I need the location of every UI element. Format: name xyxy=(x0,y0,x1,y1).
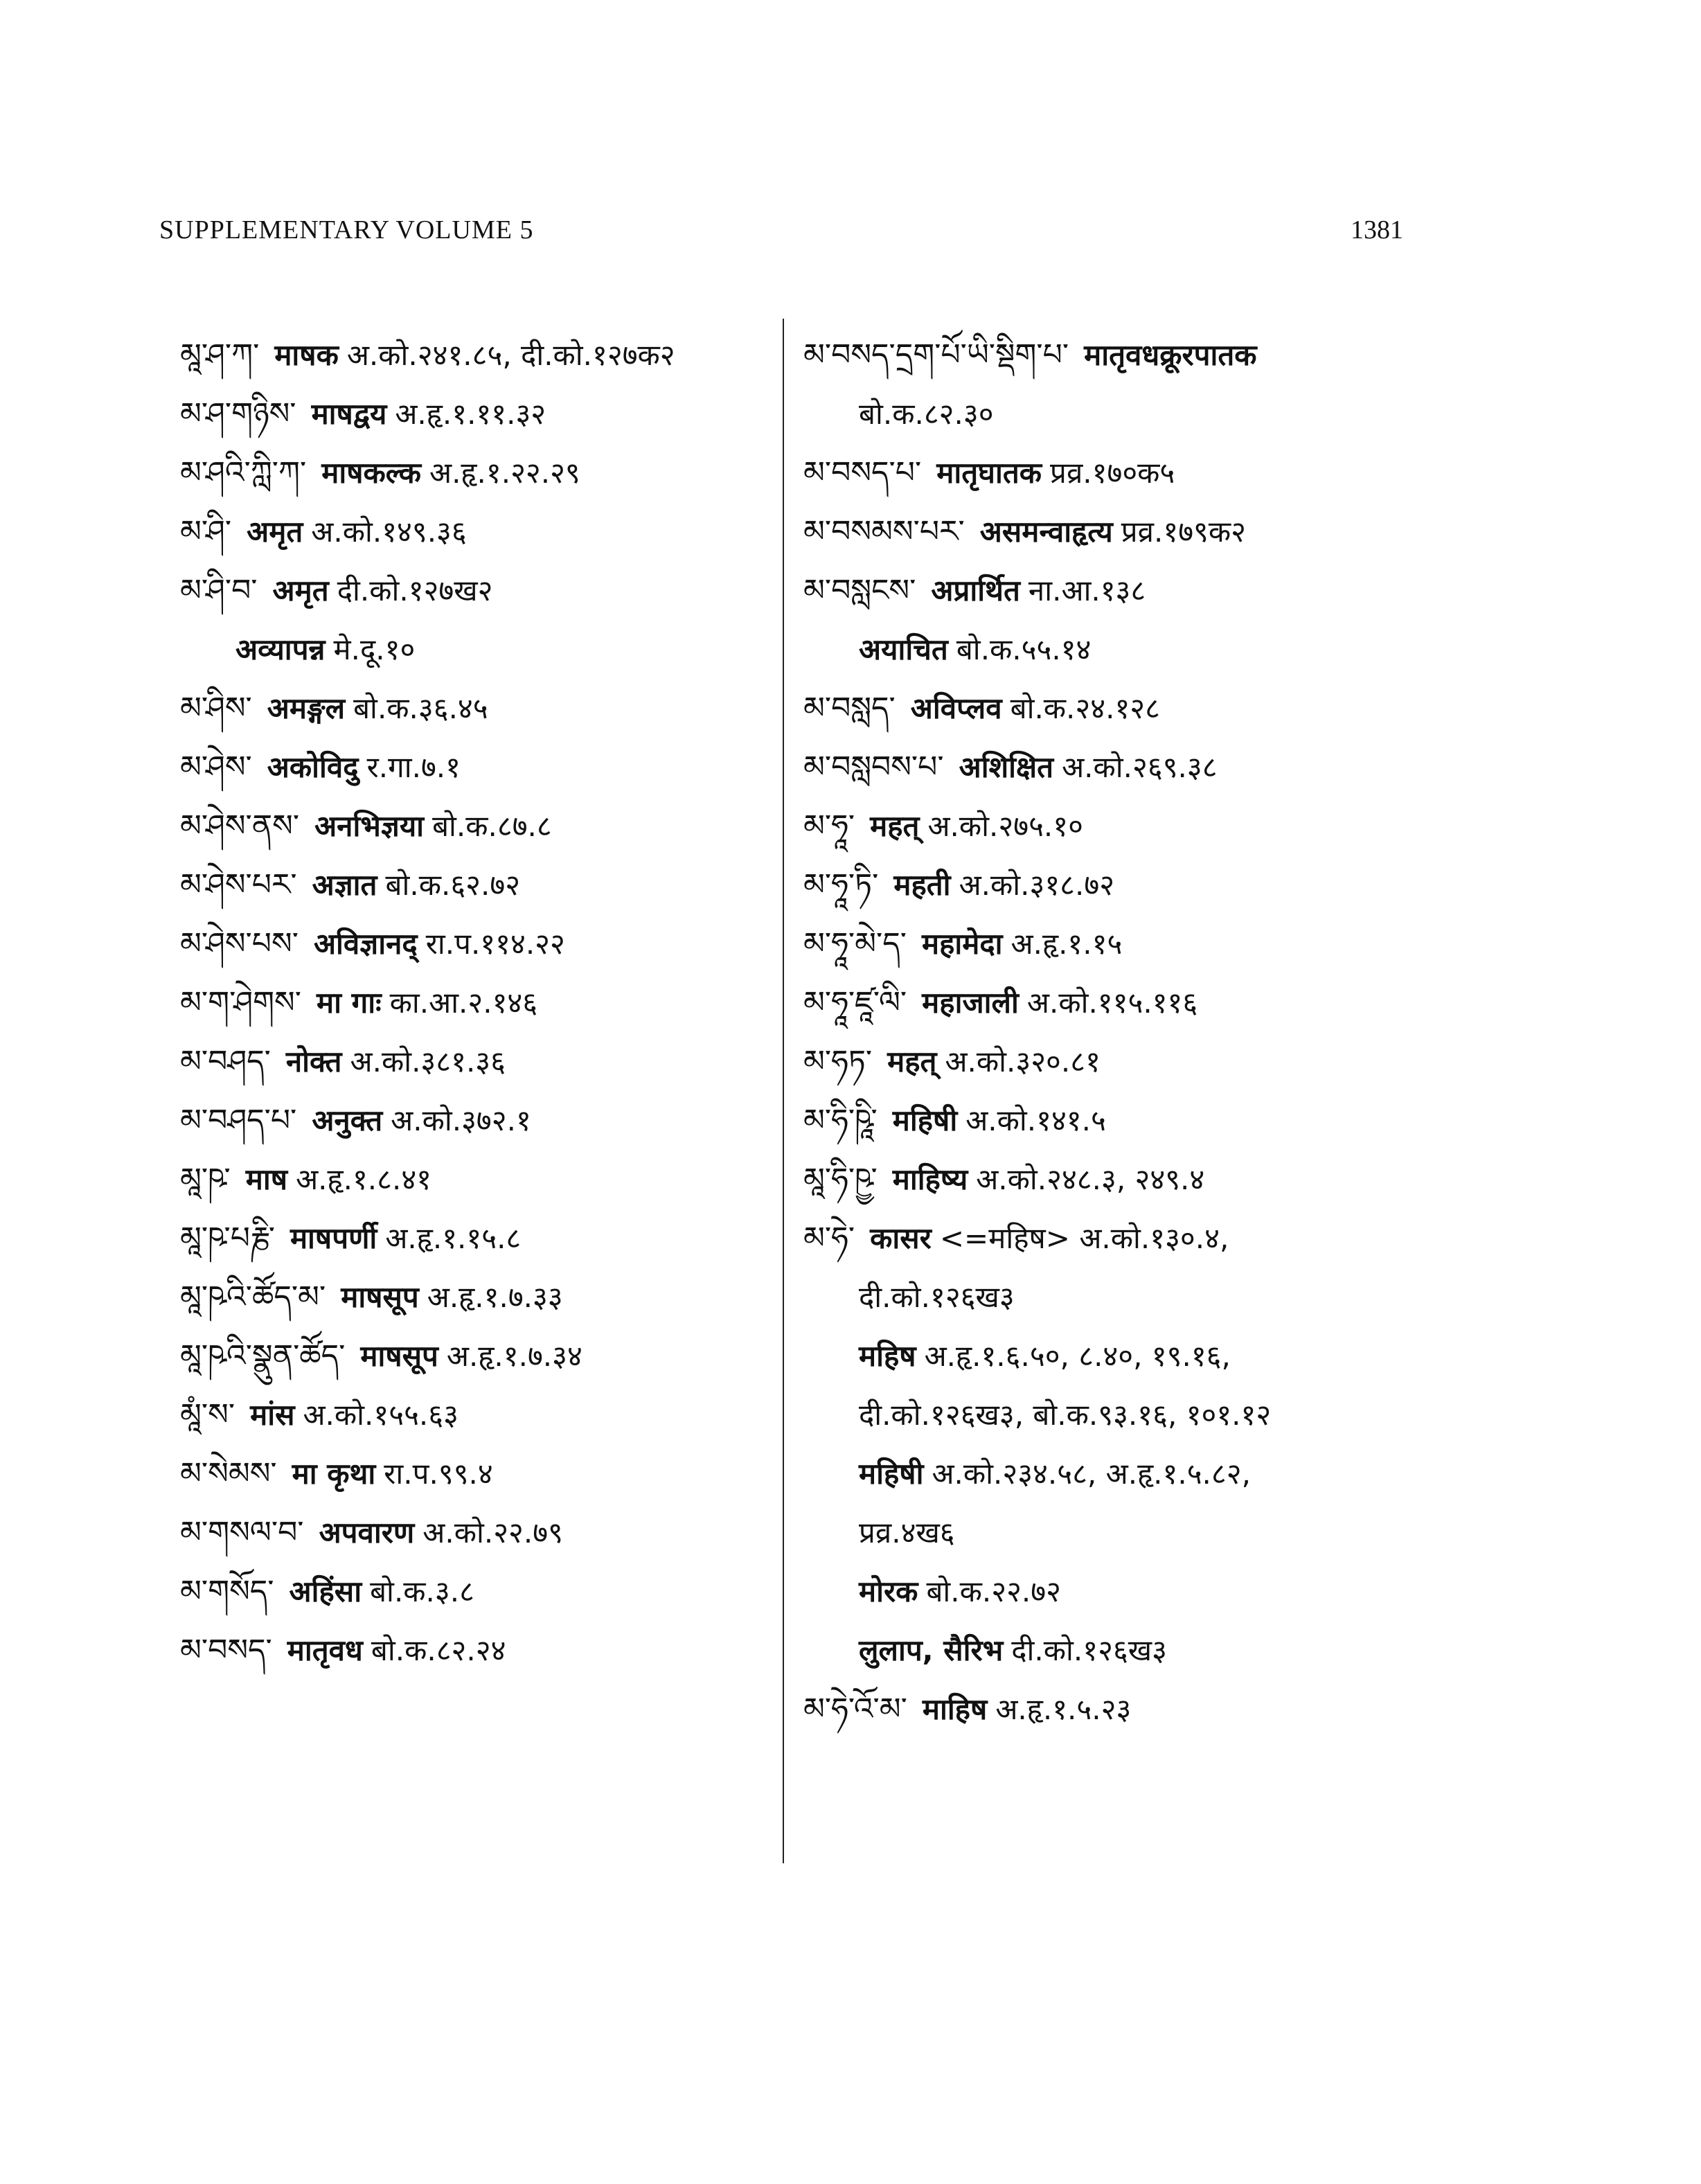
source-reference: अ.हृ.१.६.५०, ८.४०, १९.१६, xyxy=(924,1339,1231,1373)
dictionary-entry xyxy=(180,914,776,973)
dictionary-entry xyxy=(180,1209,776,1268)
source-reference: अ.को.३१८.७२ xyxy=(959,868,1115,902)
dictionary-entry xyxy=(180,1326,776,1385)
dictionary-entry xyxy=(803,561,1427,620)
sanskrit-equivalent: मातृवध xyxy=(287,1633,363,1667)
source-reference: बो.क.८२.२४ xyxy=(371,1633,506,1667)
tibetan-headword: མཱ་ཥ་ xyxy=(180,1162,231,1197)
sanskrit-equivalent: अहिंसा xyxy=(289,1574,362,1608)
sanskrit-equivalent: अनुक्त xyxy=(312,1103,383,1137)
sanskrit-equivalent: महिष xyxy=(859,1339,916,1373)
dictionary-entry-continuation xyxy=(803,620,1427,679)
dictionary-entry-continuation xyxy=(180,620,776,679)
tibetan-headword: མ་ཧེ་འོ་མ་ xyxy=(803,1692,907,1727)
dictionary-entry xyxy=(180,1562,776,1621)
dictionary-entry-continuation xyxy=(803,384,1427,443)
dictionary-entry xyxy=(180,384,776,443)
source-reference: प्रव्र.१७०क५ xyxy=(1050,456,1175,490)
sanskrit-equivalent: मा गाः xyxy=(317,986,382,1020)
source-reference: अ.हृ.१.१५ xyxy=(1010,927,1123,961)
dictionary-entry xyxy=(803,738,1427,797)
tibetan-headword: མ་ཧཱ་ xyxy=(803,808,855,844)
source-reference: अ.हृ.१.१५.८ xyxy=(385,1221,522,1255)
sanskrit-equivalent: मातृवधक्रूरपातक xyxy=(1084,338,1257,372)
dictionary-entry xyxy=(803,914,1427,973)
tibetan-headword: མ་བསླད་ xyxy=(803,691,896,726)
tibetan-headword: མ་ཤེས་པས་ xyxy=(180,926,299,961)
source-reference: अ.को.२७५.१० xyxy=(927,809,1083,843)
source-reference: बो.क.६२.७२ xyxy=(385,868,521,902)
source-reference: दी.को.१२६ख३ xyxy=(859,1280,1015,1314)
page-header xyxy=(159,215,1403,256)
dictionary-entry xyxy=(180,679,776,738)
tibetan-headword: མ་ཧི་ཥཱི་ xyxy=(803,1103,878,1138)
source-reference: अ.को.२२.७९ xyxy=(422,1516,563,1550)
sanskrit-equivalent: महामेदा xyxy=(921,927,1003,961)
sanskrit-equivalent: माष xyxy=(245,1162,288,1196)
source-reference: रा.प.९९.४ xyxy=(384,1457,493,1491)
source-reference: दी.को.१२६ख३, बो.क.९३.१६, १०१.१२ xyxy=(859,1398,1272,1432)
sanskrit-equivalent: मोरक xyxy=(859,1574,918,1608)
dictionary-entry xyxy=(803,1680,1427,1739)
tibetan-headword: མ་གསལ་བ་ xyxy=(180,1515,304,1550)
sanskrit-equivalent: महिषी xyxy=(892,1103,958,1137)
sanskrit-equivalent: असमन्वाहृत्य xyxy=(979,515,1113,549)
dictionary-entry xyxy=(803,443,1427,502)
sanskrit-equivalent: माषसूप xyxy=(341,1280,419,1314)
tibetan-headword: མཱ་ཧི་ཥྱ་ xyxy=(803,1162,878,1197)
source-reference: बो.क.८७.८ xyxy=(432,809,552,843)
source-reference: अ.हृ.१.११.३२ xyxy=(395,397,546,431)
dictionary-entry-continuation xyxy=(803,1562,1427,1621)
source-reference: अ.हृ.१.५.२३ xyxy=(995,1692,1132,1726)
sanskrit-equivalent: मांस xyxy=(250,1398,295,1432)
sanskrit-equivalent: अमृत xyxy=(247,515,303,549)
source-reference: दी.को.१२६ख३ xyxy=(1011,1633,1167,1667)
source-reference: अ.को.२४८.३, २४९.४ xyxy=(976,1162,1205,1196)
dictionary-entry xyxy=(180,1503,776,1562)
tibetan-headword: མ་ཤིས་ xyxy=(180,691,252,726)
running-title: SUPPLEMENTARY VOLUME 5 xyxy=(159,215,534,245)
sanskrit-equivalent: अज्ञात xyxy=(312,868,377,902)
sanskrit-equivalent: अविज्ञानद् xyxy=(313,927,418,961)
sanskrit-equivalent: अविप्लव xyxy=(910,691,1002,725)
sanskrit-equivalent: अमृत xyxy=(272,574,329,607)
tibetan-headword: མ་ག་ཤེགས་ xyxy=(180,985,301,1020)
tibetan-headword: མཱ་ཤ་ཀ་ xyxy=(180,337,260,373)
sanskrit-equivalent: अमङ्गल xyxy=(267,691,346,725)
tibetan-headword: མཱ་ཥའི་སྣུན་ཚོད་ xyxy=(180,1338,346,1374)
tibetan-headword: མ་ཧཱ་ཛཱ་ལི་ xyxy=(803,985,907,1020)
source-reference: बो.क.५५.१४ xyxy=(956,632,1092,666)
sanskrit-equivalent: अनभिज्ञया xyxy=(314,809,425,843)
source-reference: अ.को.२३४.५८, अ.हृ.१.५.८२, xyxy=(932,1457,1251,1491)
sanskrit-equivalent: महत् xyxy=(887,1045,937,1078)
dictionary-entry xyxy=(180,973,776,1032)
dictionary-entry xyxy=(180,797,776,855)
page-number: 1381 xyxy=(1351,215,1403,245)
sanskrit-equivalent: अशिक्षित xyxy=(959,750,1054,784)
tibetan-headword: མ་ཤེས་ནས་ xyxy=(180,808,300,844)
sanskrit-equivalent: माषपर्णी xyxy=(290,1221,377,1255)
tibetan-headword: མ་བསླངས་ xyxy=(803,573,916,608)
dictionary-entry xyxy=(803,1209,1427,1268)
source-reference: अ.को.३८१.३६ xyxy=(350,1045,506,1078)
tibetan-headword: མ་བསད་དྲག་པོ་ཡི་སྡིག་པ་ xyxy=(803,337,1069,373)
sanskrit-equivalent: महती xyxy=(893,868,951,902)
dictionary-entry xyxy=(803,797,1427,855)
sanskrit-equivalent: कासर xyxy=(870,1221,932,1255)
dictionary-entry xyxy=(180,1032,776,1091)
source-reference: र.गा.७.१ xyxy=(366,750,461,784)
dictionary-entry xyxy=(803,973,1427,1032)
dictionary-entry-continuation xyxy=(803,1444,1427,1503)
tibetan-headword: མ་ཧཱ་ཏི་ xyxy=(803,867,879,903)
source-reference: अ.को.२४१.८५, दी.को.१२७क२ xyxy=(346,338,675,372)
tibetan-headword: མ་བཤད་པ་ xyxy=(180,1103,297,1138)
tibetan-headword: མ་བསླབས་པ་ xyxy=(803,749,944,785)
left-column xyxy=(180,326,776,1680)
source-reference: अ.हृ.१.२२.२९ xyxy=(429,456,580,490)
source-reference: बो.क.३.८ xyxy=(370,1574,474,1608)
sanskrit-equivalent: माषक xyxy=(274,338,339,372)
tibetan-headword: མ་བསད་ xyxy=(180,1633,272,1668)
dictionary-entry xyxy=(180,1150,776,1209)
dictionary-entry xyxy=(803,502,1427,561)
source-reference: अ.हृ.१.७.३४ xyxy=(446,1339,582,1373)
dictionary-entry-continuation xyxy=(803,1268,1427,1326)
tibetan-headword: མ་ཧཱ་མེ་ད་ xyxy=(803,926,907,961)
sanskrit-equivalent: लुलाप, सैरिभ xyxy=(859,1633,1004,1667)
tibetan-headword: མ་ཤེས་པར་ xyxy=(180,867,297,903)
dictionary-entry xyxy=(180,1385,776,1444)
dictionary-entry xyxy=(180,502,776,561)
tibetan-headword: མ་ཤི་བ་ xyxy=(180,573,258,608)
sanskrit-equivalent: अपवारण xyxy=(319,1516,415,1550)
sanskrit-equivalent: अप्रार्थित xyxy=(931,574,1020,607)
tibetan-headword: མ་གསོད་ xyxy=(180,1574,274,1609)
source-reference: अ.हृ.१.८.४१ xyxy=(296,1162,432,1196)
tibetan-headword: མཱ་ཥ་པརྞི་ xyxy=(180,1220,275,1256)
source-reference: अ.को.११५.११६ xyxy=(1026,986,1198,1020)
dictionary-entry xyxy=(180,855,776,914)
sanskrit-equivalent: मा कृथा xyxy=(292,1457,376,1491)
tibetan-headword: མ་ཤའི་ཀླི་ཀ་ xyxy=(180,455,307,490)
tibetan-headword: མ་ཧེ་ xyxy=(803,1220,855,1256)
tibetan-headword: མ་ཧཏ་ xyxy=(803,1044,873,1079)
source-reference: ना.आ.१३८ xyxy=(1028,574,1146,607)
sanskrit-equivalent: महत् xyxy=(870,809,920,843)
column-divider xyxy=(783,319,784,1863)
dictionary-entry-continuation xyxy=(803,1326,1427,1385)
source-reference: अ.को.१४१.५ xyxy=(965,1103,1106,1137)
sanskrit-equivalent: माहिष xyxy=(922,1692,988,1726)
source-reference: बो.क.३६.४५ xyxy=(353,691,488,725)
dictionary-entry-continuation xyxy=(803,1503,1427,1562)
source-reference: बो.क.८२.३० xyxy=(859,397,994,431)
source-reference: दी.को.१२७ख२ xyxy=(337,574,493,607)
tibetan-headword: མ་ཤ་གཉིས་ xyxy=(180,396,296,432)
dictionary-entry xyxy=(803,1032,1427,1091)
sanskrit-equivalent: माषद्वय xyxy=(311,397,387,431)
source-reference: अ.हृ.१.७.३३ xyxy=(427,1280,563,1314)
sanskrit-equivalent: अकोविदु xyxy=(267,750,359,784)
dictionary-entry xyxy=(180,738,776,797)
dictionary-entry-continuation xyxy=(803,1621,1427,1680)
dictionary-entry xyxy=(180,443,776,502)
source-reference: बो.क.२४.१२८ xyxy=(1010,691,1160,725)
source-reference: <=महिष> अ.को.१३०.४, xyxy=(939,1221,1229,1255)
tibetan-headword: མ་སེམས་ xyxy=(180,1456,277,1491)
dictionary-entry xyxy=(180,1621,776,1680)
dictionary-entry xyxy=(180,1444,776,1503)
source-reference: प्रव्र.४ख६ xyxy=(859,1516,955,1550)
dictionary-entry xyxy=(180,1091,776,1150)
right-column xyxy=(803,326,1427,1739)
tibetan-headword: མཱཾ་ས་ xyxy=(180,1397,235,1432)
sanskrit-equivalent: माषसूप xyxy=(360,1339,438,1373)
dictionary-entry xyxy=(180,326,776,384)
sanskrit-equivalent: माषकल्क xyxy=(321,456,421,490)
dictionary-entry xyxy=(803,326,1427,384)
dictionary-entry xyxy=(803,679,1427,738)
source-reference: बो.क.२२.७२ xyxy=(926,1574,1061,1608)
source-reference: अ.को.३७२.१ xyxy=(391,1103,531,1137)
dictionary-entry xyxy=(803,1150,1427,1209)
tibetan-headword: མ་ཤི་ xyxy=(180,514,232,549)
dictionary-entry xyxy=(180,1268,776,1326)
dictionary-entry xyxy=(803,855,1427,914)
tibetan-headword: མ་བསད་པ་ xyxy=(803,455,922,490)
source-reference: रा.प.११४.२२ xyxy=(425,927,565,961)
source-reference: मे.दू.१० xyxy=(333,632,416,666)
sanskrit-equivalent: महिषी xyxy=(859,1457,924,1491)
dictionary-entry xyxy=(803,1091,1427,1150)
source-reference: अ.को.१५५.६३ xyxy=(303,1398,458,1432)
dictionary-entry-continuation xyxy=(803,1385,1427,1444)
sanskrit-equivalent: अयाचित xyxy=(859,632,948,666)
tibetan-headword: མཱ་ཥའི་ཚོད་མ་ xyxy=(180,1279,326,1315)
sanskrit-equivalent: मातृघातक xyxy=(936,456,1042,490)
tibetan-headword: མ་ཤེས་ xyxy=(180,749,252,785)
source-reference: अ.को.१४९.३६ xyxy=(311,515,467,549)
tibetan-headword: མ་བཤད་ xyxy=(180,1044,271,1079)
source-reference: अ.को.२६९.३८ xyxy=(1062,750,1218,784)
sanskrit-equivalent: नोक्त xyxy=(285,1045,342,1078)
source-reference: का.आ.२.१४६ xyxy=(389,986,538,1020)
tibetan-headword: མ་བསམས་པར་ xyxy=(803,514,965,549)
sanskrit-equivalent: माहिष्य xyxy=(892,1162,968,1196)
sanskrit-equivalent: महाजाली xyxy=(922,986,1019,1020)
sanskrit-equivalent: अव्यापन्न xyxy=(235,632,326,666)
dictionary-entry xyxy=(180,561,776,620)
source-reference: अ.को.३२०.८१ xyxy=(945,1045,1101,1078)
source-reference: प्रव्र.१७९क२ xyxy=(1121,515,1246,549)
